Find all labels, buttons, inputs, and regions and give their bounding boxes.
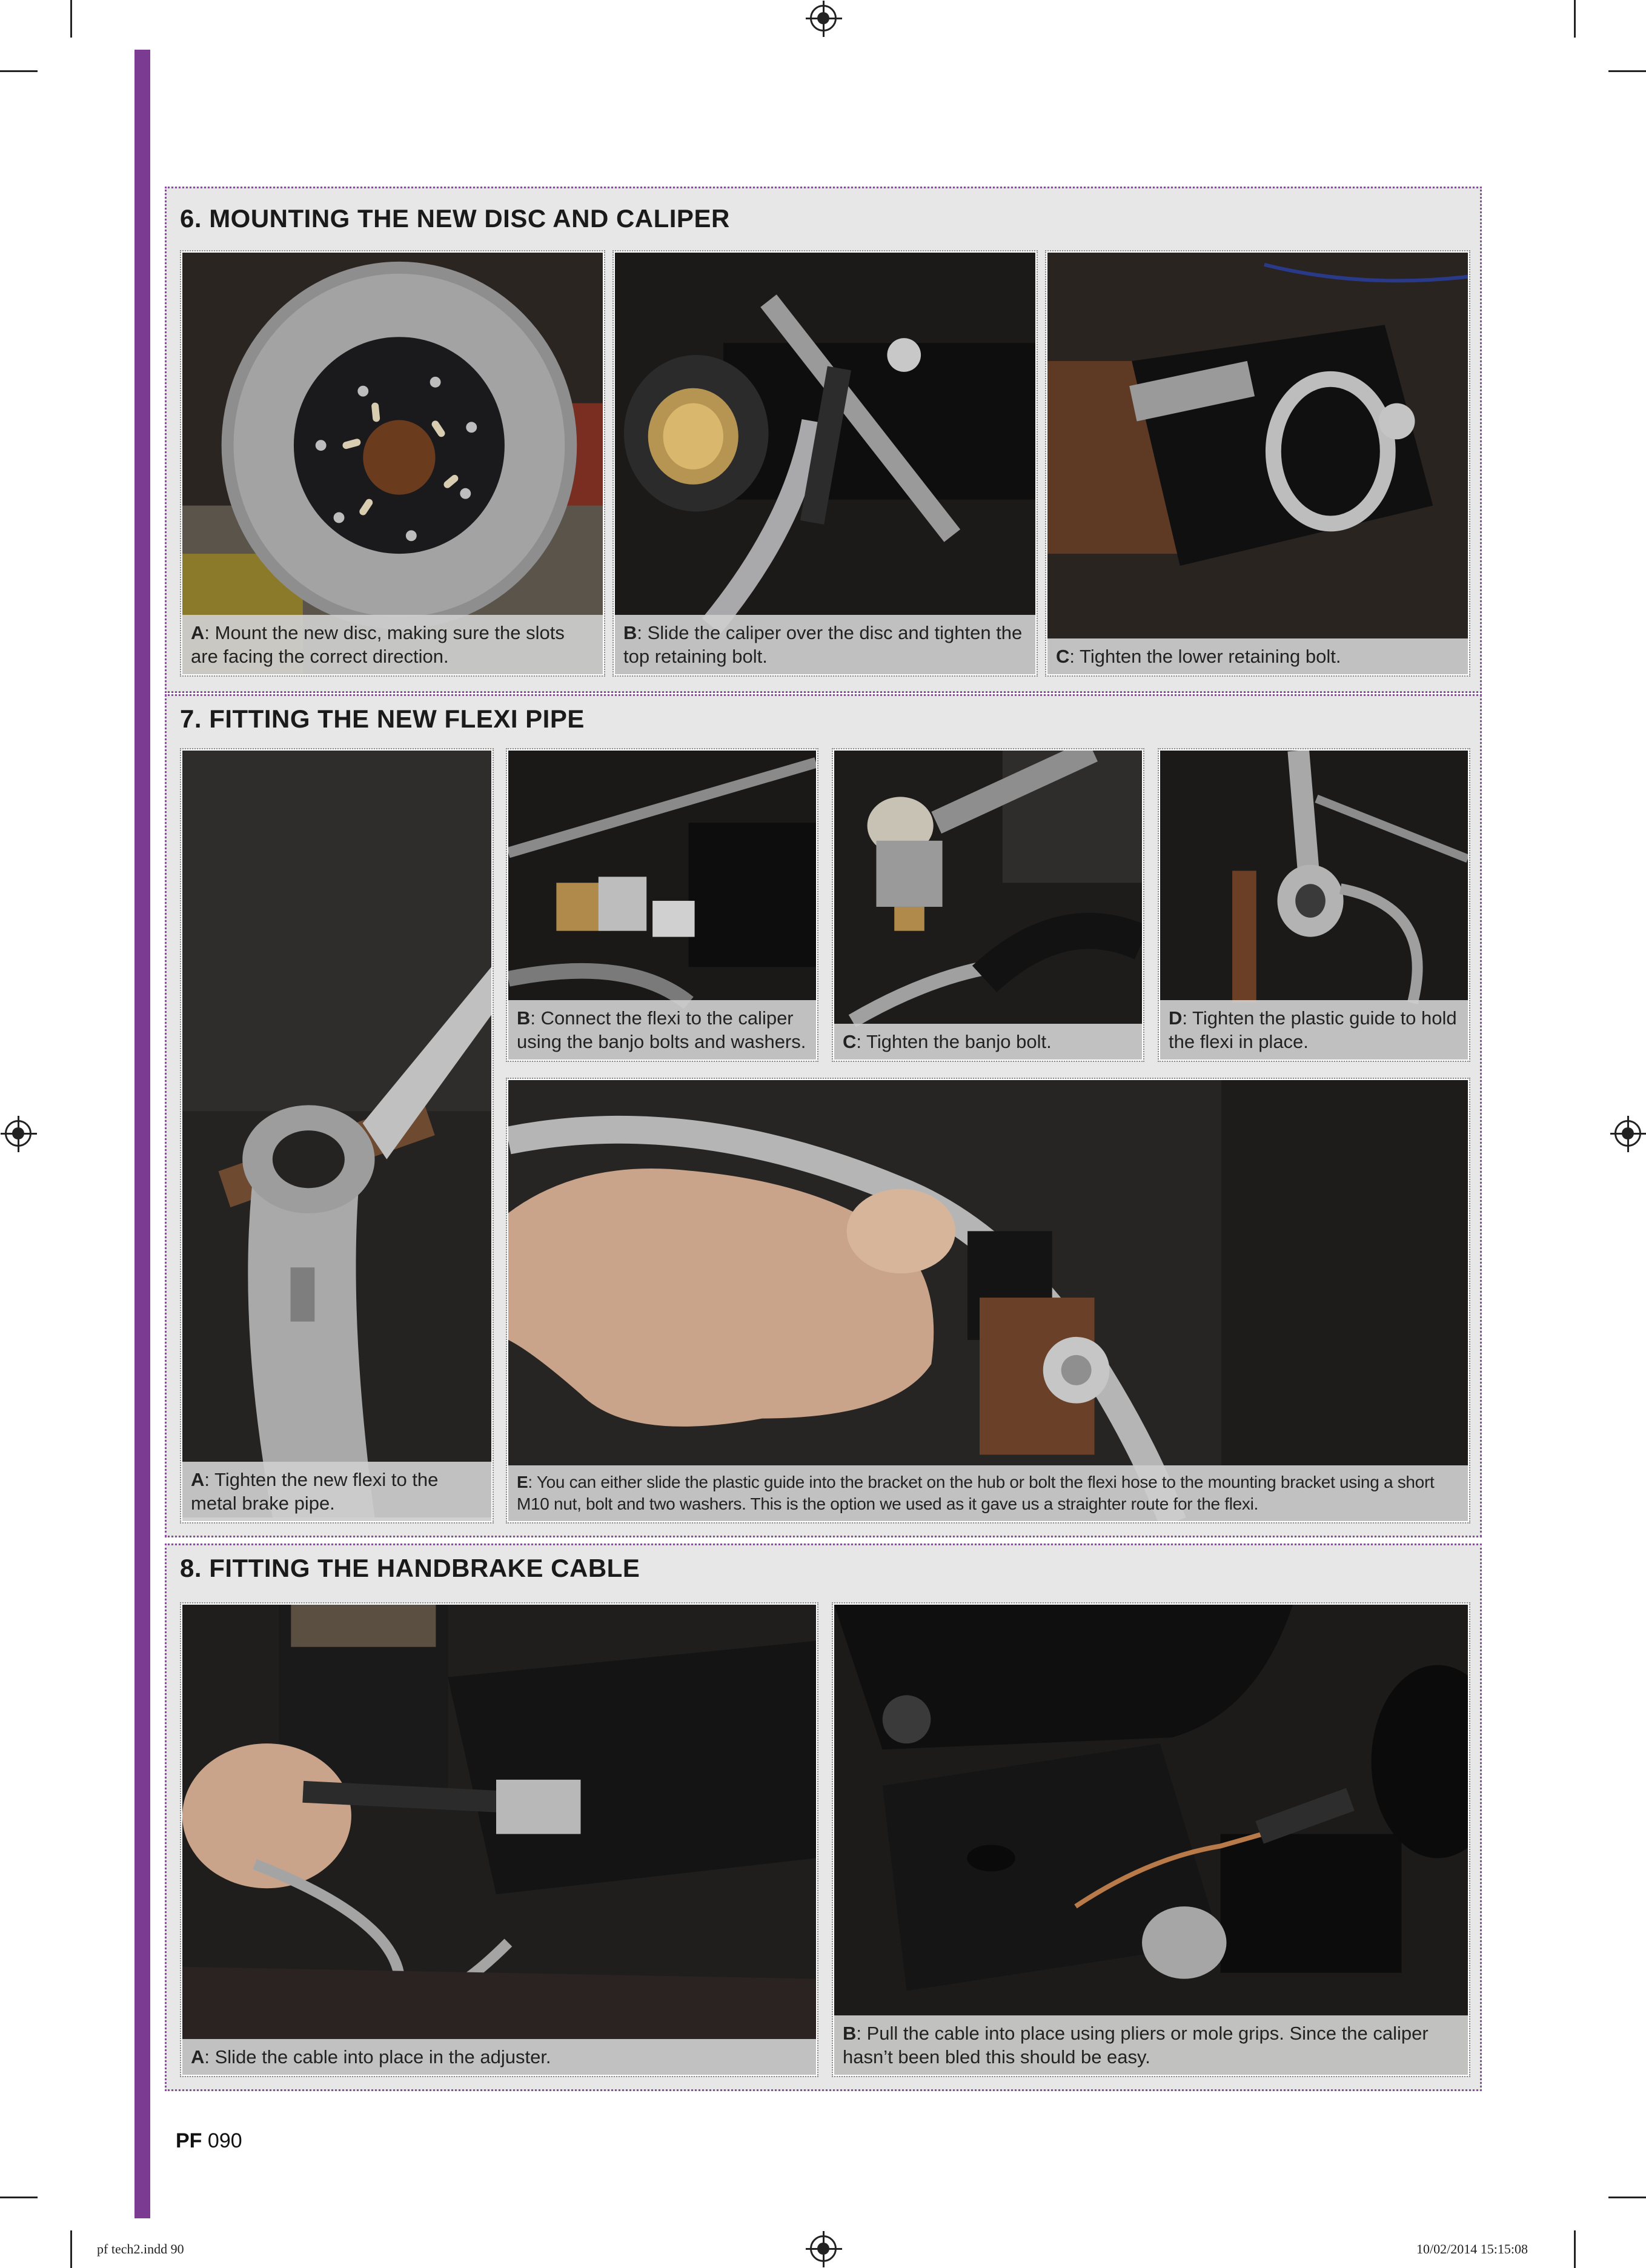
folio-number: 090 [207,2129,242,2152]
caption-text: : Tighten the lower retaining bolt. [1069,646,1341,667]
panel-6a [181,251,604,675]
caption-text: : Tighten the new flexi to the metal brake pipe. [191,1469,439,1514]
crop-mark [1574,0,1576,38]
slug-right: 10/02/2014 15:15:08 [1416,2241,1528,2256]
panel-8b [833,1603,1469,2076]
panel-6c [1046,251,1469,675]
caption-7d [1160,1000,1468,1059]
caption-text: : Tighten the banjo bolt. [856,1031,1052,1052]
crop-mark [1608,2197,1646,2198]
hand-flexi-hose-photo [508,1080,1468,1522]
caption-7c [834,1024,1142,1059]
caption-letter: A [191,2046,205,2067]
crop-mark [1574,2230,1576,2268]
registration-mark [1614,1120,1641,1147]
caption-letter: C [843,1031,857,1052]
caption-letter: B [623,622,637,643]
slug-left: pf tech2.indd 90 [97,2241,184,2256]
folio-prefix: PF [176,2129,202,2152]
registration-mark [810,2235,837,2262]
caption-letter: B [843,2023,857,2044]
caption-8b [834,2015,1468,2075]
caption-text: : Slide the caliper over the disc and tighten the top retaining bolt. [623,622,1023,667]
caption-7b [508,1000,816,1059]
crop-mark [0,70,38,72]
caption-letter: A [191,622,205,643]
registration-mark [5,1120,32,1147]
registration-mark [810,5,837,31]
handbrake-adjuster-photo [182,1605,816,2075]
caption-6b [615,615,1035,674]
section-title: 7. FITTING THE NEW FLEXI PIPE [180,705,585,733]
caption-8a [182,2039,816,2075]
ratchet-banjo-photo [834,751,1142,1059]
caption-6a [182,615,603,674]
section-title: 6. MOUNTING THE NEW DISC AND CALIPER [180,204,730,233]
caption-text: : Connect the flexi to the caliper using the banjo bolts and washers. [517,1007,806,1052]
crop-mark [70,2230,72,2268]
caption-letter: D [1169,1007,1183,1029]
panel-7a [181,749,493,1522]
caption-text: : Pull the cable into place using pliers or mole grips. Since the caliper hasn’t been bled this should be easy. [843,2023,1429,2067]
accent-bar [134,50,150,2218]
panel-8a [181,1603,817,2076]
panel-7b [507,749,817,1061]
panel-7e [507,1079,1469,1522]
caption-text: : Slide the cable into place in the adjuster. [204,2046,551,2067]
caption-letter: A [191,1469,205,1490]
crop-mark [0,2197,38,2198]
caption-6c [1047,638,1468,674]
caption-7e [508,1465,1468,1521]
caption-text: : Tighten the plastic guide to hold the flexi in place. [1169,1007,1457,1052]
brake-disc-photo [182,253,603,674]
section-flexi-pipe [165,694,1482,1537]
caption-letter: C [1056,646,1070,667]
panel-7d [1159,749,1469,1061]
caption-text: : Mount the new disc, making sure the slots are facing the correct direction. [191,622,565,667]
spanner-on-pipe-photo [182,751,491,1517]
caption-letter: E [517,1473,528,1491]
section-title: 8. FITTING THE HANDBRAKE CABLE [180,1554,640,1582]
page-folio [176,2129,242,2153]
caption-text: : You can either slide the plastic guide into the bracket on the hub or bolt the flexi hose to the mounting bracket using a short M10 nut, bolt and two washers. This is the option we used as it gave us a straighter route for the flexi. [517,1473,1435,1513]
handbrake-cable-photo [834,1605,1468,2075]
caption-7a [182,1462,491,1521]
panel-6b [614,251,1037,675]
section-mounting-disc [165,187,1482,693]
panel-7c [833,749,1143,1061]
crop-mark [70,0,72,38]
caliper-lower-bolt-photo [1047,253,1468,674]
crop-mark [1608,70,1646,72]
caliper-photo [615,253,1035,674]
section-handbrake-cable [165,1544,1482,2091]
caption-letter: B [517,1007,531,1029]
